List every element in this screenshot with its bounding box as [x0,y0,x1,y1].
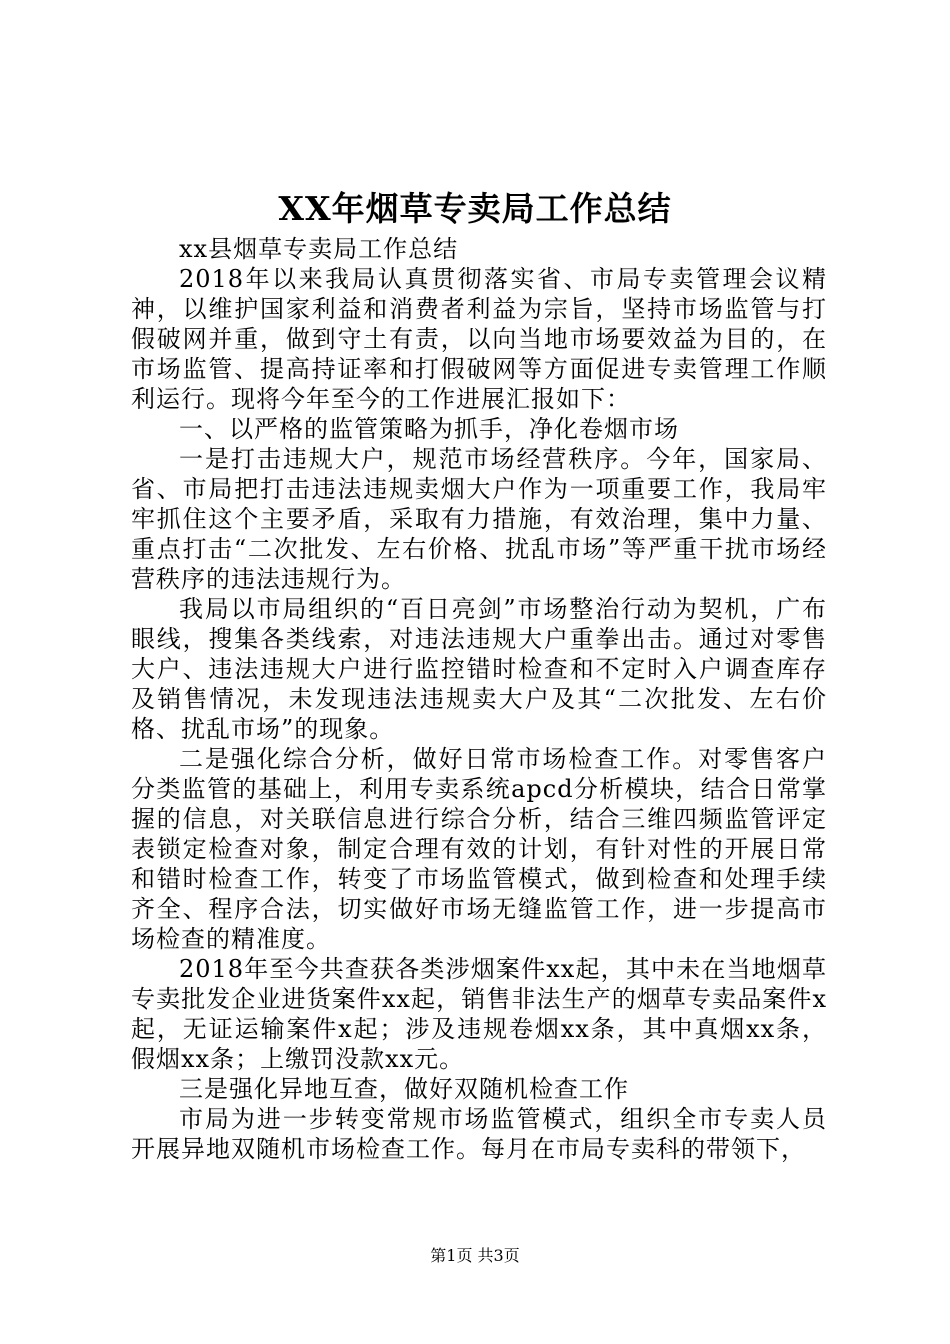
paragraph-subtitle: xx县烟草专卖局工作总结 [179,235,459,263]
paragraph-intro: 2018年以来我局认真贯彻落实省、市局专卖管理会议精神，以维护国家利益和消费者利益为宗旨，坚持市场监管与打假破网并重，做到守土有责，以向当地市场要效益为目的，在市场监管、提高持证率和打假破网等方面促进专卖管理工作顺利运行。现将今年至今的工作进展汇报如下： [131,265,827,413]
paragraph-cross-check: 市局为进一步转变常规市场监管模式，组织全市专卖人员开展异地双随机市场检查工作。每月在市局专卖科的带领下， [131,1105,827,1163]
paragraph-point-3: 三是强化异地互查，做好双随机检查工作 [179,1075,629,1103]
document-title: XX年烟草专卖局工作总结 [278,189,672,228]
paragraph-point-1: 一是打击违规大户，规范市场经营秩序。今年，国家局、省、市局把打击违法违规卖烟大户作为一项重要工作，我局牢牢抓住这个主要矛盾，采取有力措施，有效治理，集中力量、重点打击“二次批发、左右价格、扰乱市场”等严重干扰市场经营秩序的违法违规行为。 [131,445,827,593]
paragraph-campaign: 我局以市局组织的“百日亮剑”市场整治行动为契机，广布眼线，搜集各类线索，对违法违规大户重拳出击。通过对零售大户、违法违规大户进行监控错时检查和不定时入户调查库存及销售情况，未发现违法违规卖大户及其“二次批发、左右价格、扰乱市场”的现象。 [131,595,827,743]
page-number-footer: 第1页 共3页 [430,1246,520,1265]
paragraph-statistics: 2018年至今共查获各类涉烟案件xx起，其中未在当地烟草专卖批发企业进货案件xx起，销售非法生产的烟草专卖品案件x起，无证运输案件x起；涉及违规卷烟xx条，其中真烟xx条，假烟xx条；上缴罚没款xx元。 [131,955,827,1073]
paragraph-point-2: 二是强化综合分析，做好日常市场检查工作。对零售客户分类监管的基础上，利用专卖系统apcd分析模块，结合日常掌握的信息，对关联信息进行综合分析，结合三维四频监管评定表锁定检查对象，制定合理有效的计划，有针对性的开展日常和错时检查工作，转变了市场监管模式，做到检查和处理手续齐全、程序合法，切实做好市场无缝监管工作，进一步提高市场检查的精准度。 [131,745,827,953]
document-body [131,234,827,1164]
section-heading-1: 一、以严格的监管策略为抓手，净化卷烟市场 [179,415,679,443]
